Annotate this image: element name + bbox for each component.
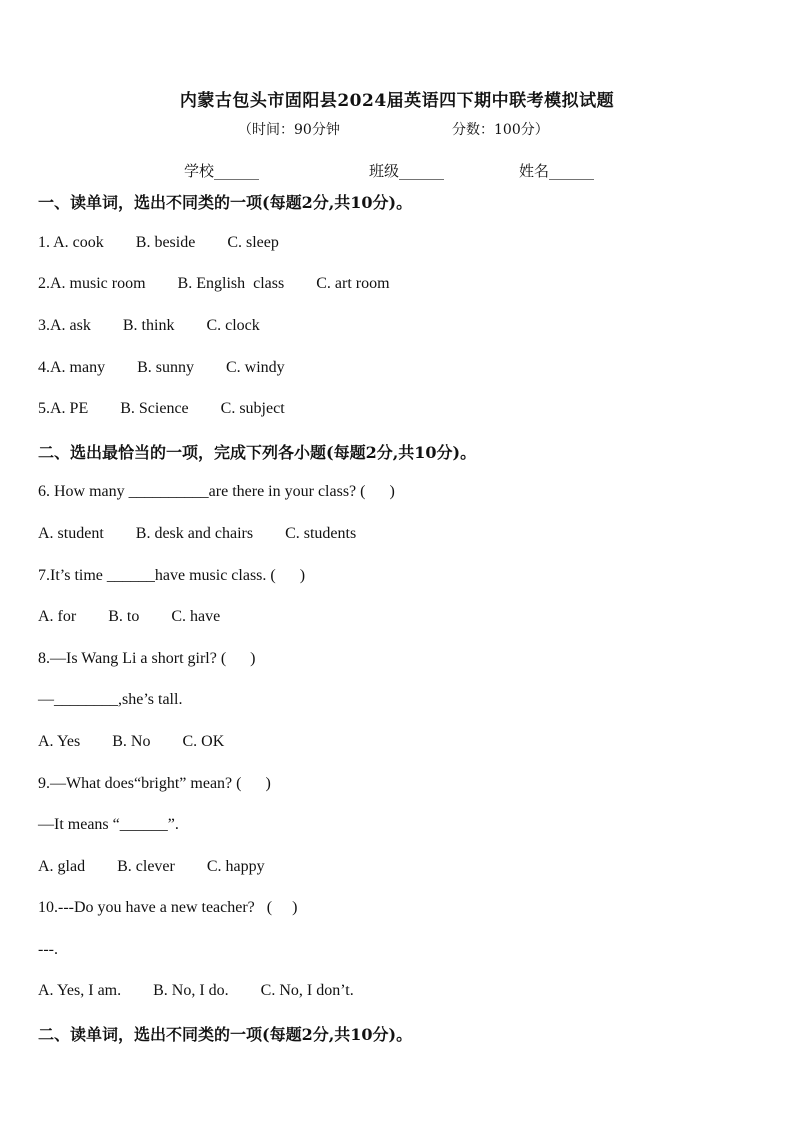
question-line: 6. How many __________are there in your class? ( ) xyxy=(38,483,395,500)
exam-score: 分数：100分） xyxy=(452,122,549,138)
question-line: A. for B. to C. have xyxy=(38,608,221,625)
question-line: A. Yes B. No C. OK xyxy=(38,733,225,750)
question-line: 3.A. ask B. think C. clock xyxy=(38,317,260,334)
question-line: 5.A. PE B. Science C. subject xyxy=(38,400,285,417)
question-line: 9.—What does“bright” mean? ( ) xyxy=(38,775,271,792)
question-line: 1. A. cook B. beside C. sleep xyxy=(38,234,279,251)
question-line: —It means “______”. xyxy=(38,816,179,833)
question-line: 4.A. many B. sunny C. windy xyxy=(38,359,285,376)
exam-time: （时间：90分钟 xyxy=(238,122,340,138)
section-heading: 二、选出最恰当的一项，完成下列各小题(每题2分,共10分)。 xyxy=(38,443,477,462)
class-field: 班级______ xyxy=(369,162,445,180)
question-line: A. student B. desk and chairs C. students xyxy=(38,525,357,542)
question-line: ---. xyxy=(38,941,58,958)
question-line: 8.—Is Wang Li a short girl? ( ) xyxy=(38,650,256,667)
question-line: 10.---Do you have a new teacher? ( ) xyxy=(38,899,298,916)
section-heading: 一、读单词，选出不同类的一项(每题2分,共10分)。 xyxy=(38,193,413,212)
question-line: 7.It’s time ______have music class. ( ) xyxy=(38,567,306,584)
section-heading: 二、读单词，选出不同类的一项(每题2分,共10分)。 xyxy=(38,1025,413,1044)
school-field: 学校______ xyxy=(184,162,260,180)
question-line: A. glad B. clever C. happy xyxy=(38,858,265,875)
question-line: A. Yes, I am. B. No, I do. C. No, I don’t. xyxy=(38,982,354,999)
page-title: 内蒙古包头市固阳县2024届英语四下期中联考模拟试题 xyxy=(179,91,615,111)
question-line: —________,she’s tall. xyxy=(38,691,183,708)
question-line: 2.A. music room B. English class C. art room xyxy=(38,275,390,292)
name-field: 姓名______ xyxy=(519,162,595,180)
